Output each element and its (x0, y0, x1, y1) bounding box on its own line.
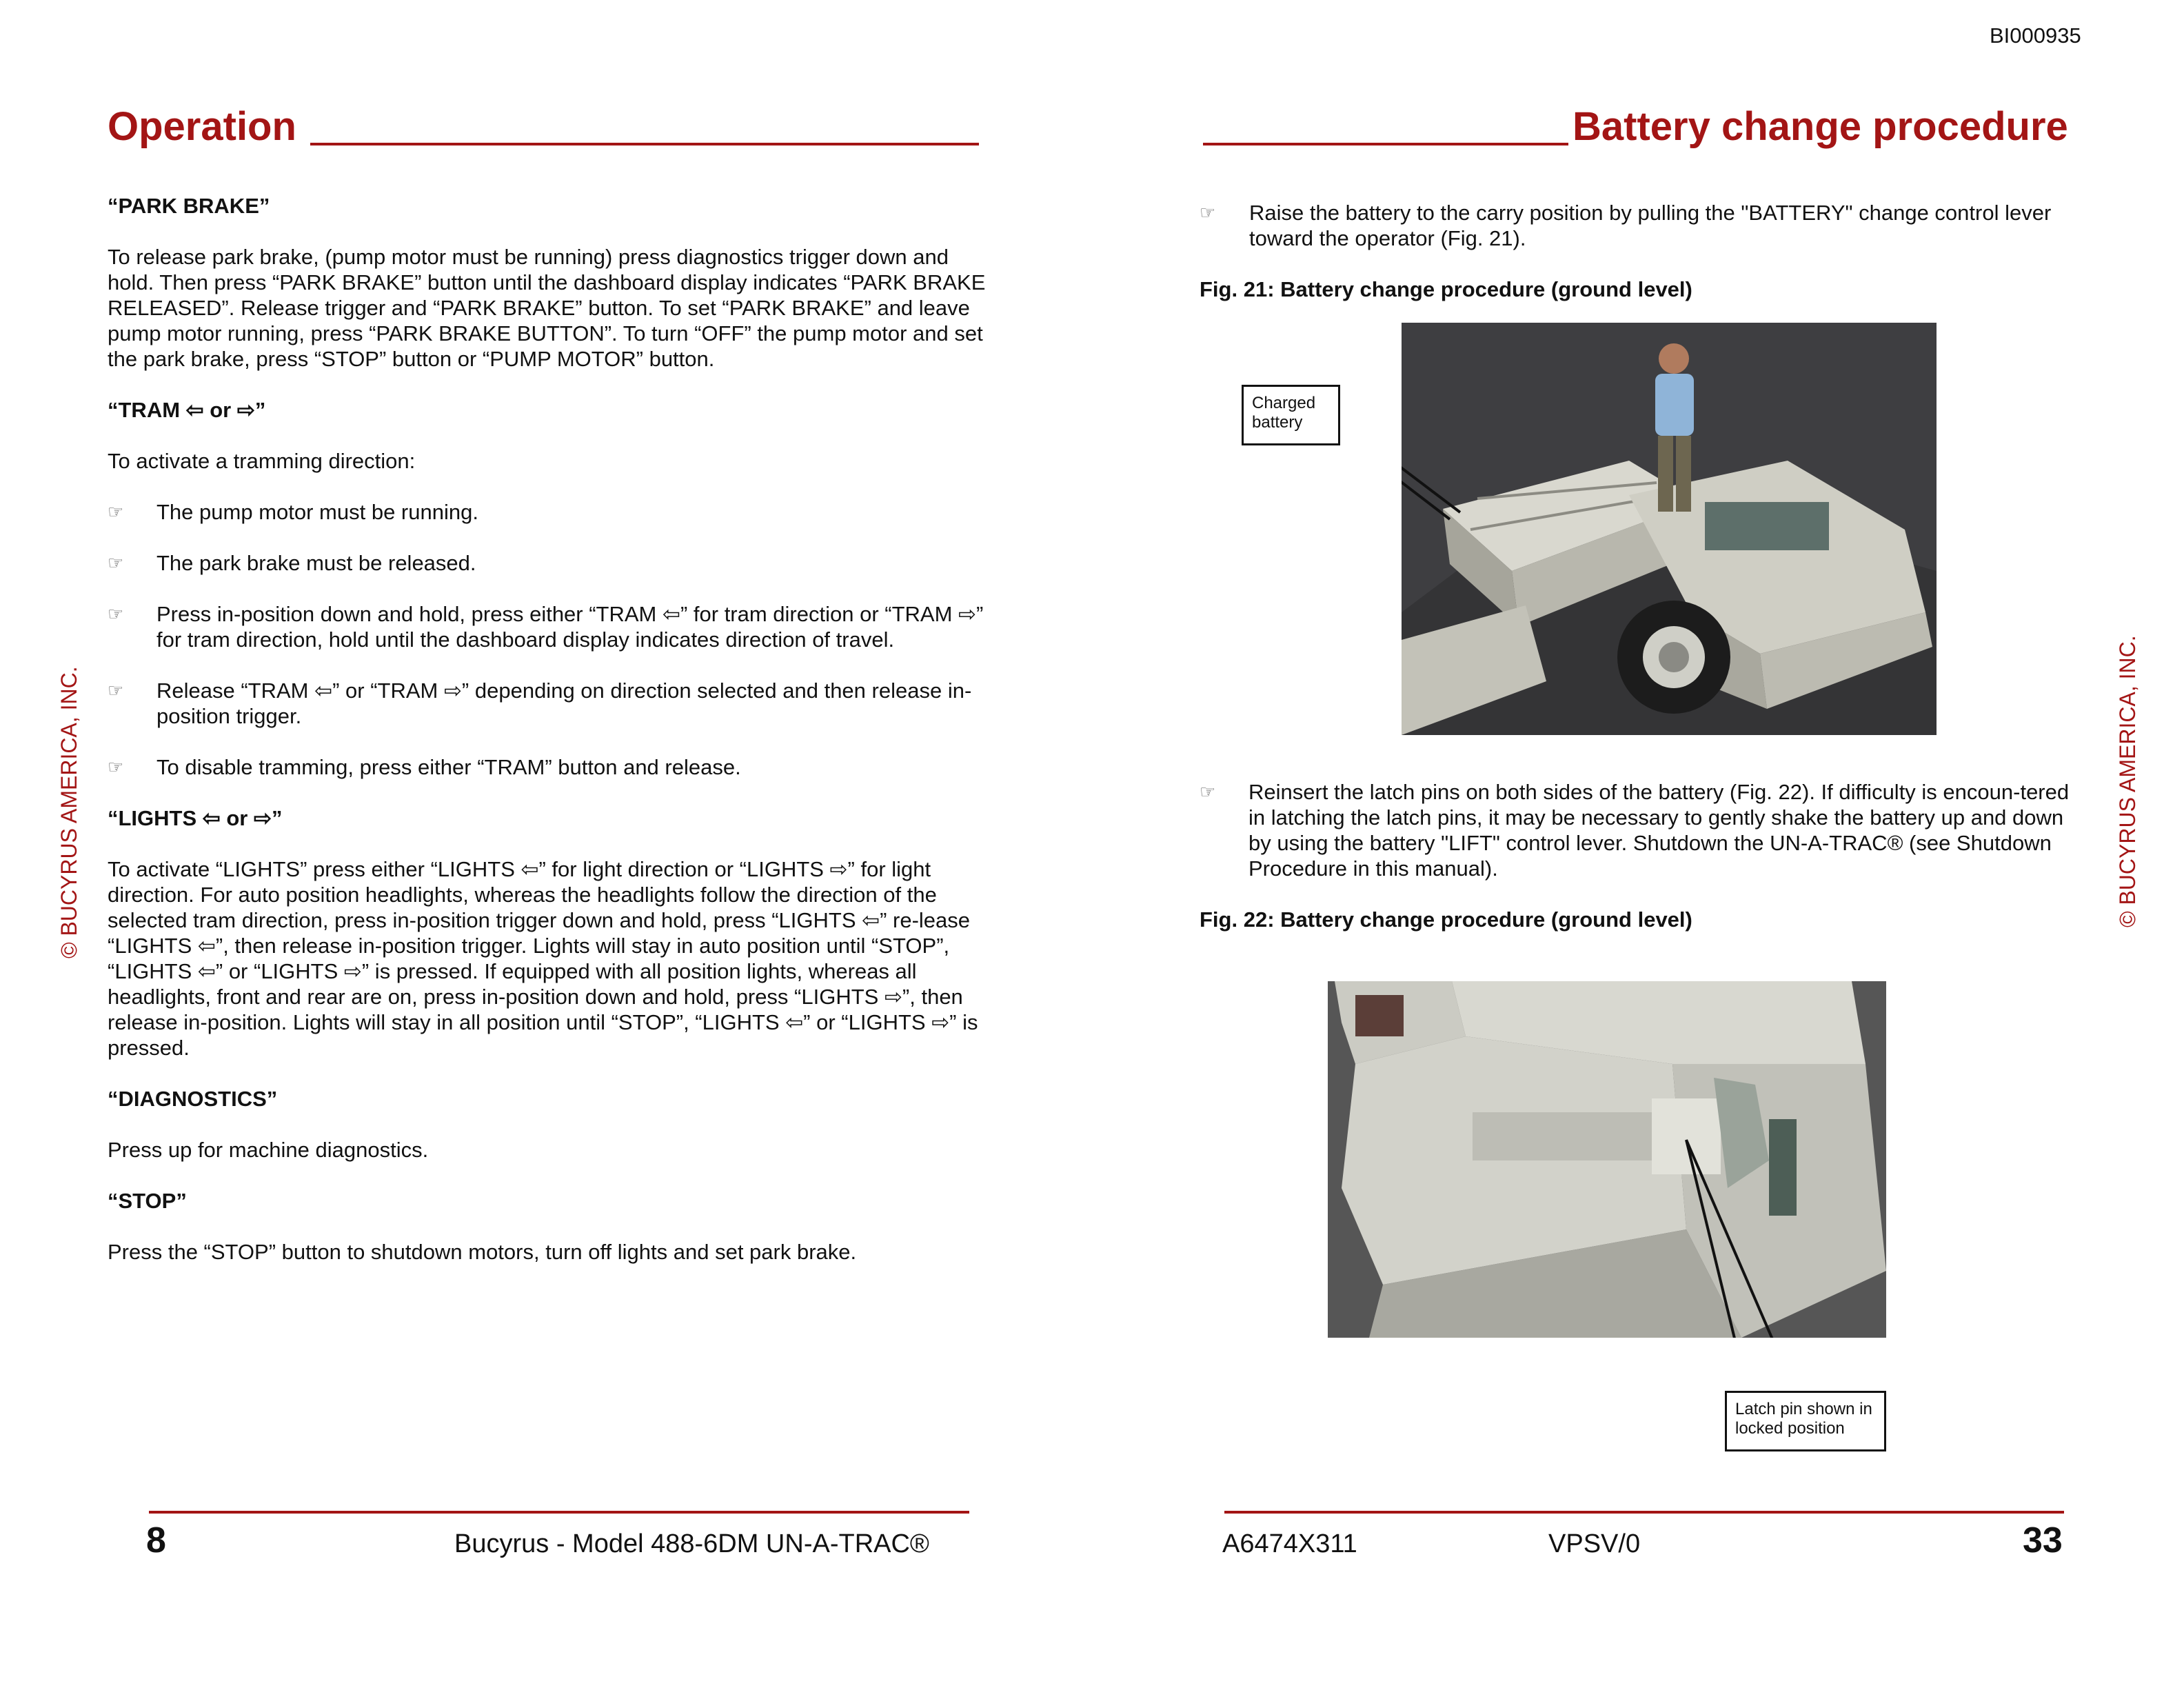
latch-pin-illustration (1328, 981, 1886, 1338)
pointing-hand-icon: ☞ (108, 756, 124, 777)
battery-machine-illustration (1402, 323, 1937, 735)
list-item: ☞ Raise the battery to the carry position by pulling the "BATTERY" change control lever toward the operator (Fig. 21). (1200, 201, 2052, 250)
pointing-hand-icon: ☞ (108, 501, 124, 522)
page-title-operation: Operation (108, 103, 979, 150)
copyright-left: © BUCYRUS AMERICA, INC. (57, 666, 81, 958)
pointing-hand-icon: ☞ (108, 680, 124, 701)
fig22-title: Fig. 22: Battery change procedure (ground level) (1200, 907, 1692, 932)
fig21-title: Fig. 21: Battery change procedure (ground level) (1200, 277, 1692, 301)
left-footer-model: Bucyrus - Model 488-6DM UN-A-TRAC® (454, 1529, 929, 1558)
page-title-battery-change: Battery change procedure (1203, 103, 2068, 150)
lights-text: To activate “LIGHTS” press either “LIGHTS ⇦” for light direction or “LIGHTS ⇨” for light direction. For auto position headlights, whereas the headlights follow the direction of the selected tram direction, press in-position trigger down and hold, press “LIGHTS ⇦” re-lease “LIGHTS ⇦”, then release in-position trigger. Lights will stay in auto position until “STOP”, “LIGHTS ⇦” or “LIGHTS ⇨” is pressed. If equipped with all position lights, whereas all headlights, front and rear are on, press in-position down and hold, press “LIGHTS ⇨”, then release in-position. Lights will stay in all position until “STOP”, “LIGHTS ⇦” or “LIGHTS ⇨” is pressed. (108, 857, 978, 1060)
list-item: ☞ The pump motor must be running. (108, 500, 478, 524)
pointing-hand-icon: ☞ (108, 552, 124, 573)
latch-pin-callout: Latch pin shown in locked position (1725, 1391, 1886, 1451)
tram-heading: “TRAM ⇦ or ⇨” (108, 398, 266, 422)
pointing-hand-icon: ☞ (1200, 202, 1216, 223)
footer-rule-left (149, 1511, 969, 1514)
list-item: ☞ Reinsert the latch pins on both sides of the battery (Fig. 22). If difficulty is encoun-tered in latching the latch pins, it may be necessary to gently shake the battery up and down by using the battery "LIFT" control lever. Shutdown the UN-A-TRAC® (see Shutdown Procedure in this manual). (1200, 780, 2070, 881)
right-page-content (1200, 200, 2082, 328)
fig22-photo (1328, 981, 1886, 1338)
pointing-hand-icon: ☞ (108, 603, 124, 624)
list-item: ☞ Press in-position down and hold, press either “TRAM ⇦” for tram direction or “TRAM ⇨” for tram direction, hold until the dashboard display indicates direction of travel. (108, 602, 984, 652)
copyright-right: © BUCYRUS AMERICA, INC. (2115, 635, 2140, 927)
left-page-number: 8 (146, 1520, 166, 1560)
footer-rule-right (1224, 1511, 2064, 1514)
stop-heading: “STOP” (108, 1189, 187, 1213)
park-brake-text: To release park brake, (pump motor must be running) press diagnostics trigger down and hold. Then press “PARK BRAKE” button until the dashboard display indicates “PARK BRAKE RELEASED”. Release trigger and “PARK BRAKE” button. To set “PARK BRAKE” and leave pump motor running, press “PARK BRAKE BUTTON”. To turn “OFF” the pump motor and set the park brake, press “STOP” button or “PUMP MOTOR” button. (108, 245, 986, 371)
list-item: ☞ The park brake must be released. (108, 551, 476, 575)
fig21-photo (1402, 323, 1937, 735)
right-page-number: 33 (2023, 1520, 2063, 1560)
tram-intro: To activate a tramming direction: (108, 449, 416, 473)
document-id: BI000935 (1990, 23, 2081, 48)
pointing-hand-icon: ☞ (1200, 781, 1216, 802)
diagnostics-heading: “DIAGNOSTICS” (108, 1087, 278, 1111)
left-page-content (108, 193, 990, 1290)
diagnostics-text: Press up for machine diagnostics. (108, 1138, 429, 1162)
list-item: ☞ Release “TRAM ⇦” or “TRAM ⇨” depending on direction selected and then release in-position trigger. (108, 679, 972, 728)
park-brake-heading: “PARK BRAKE” (108, 194, 270, 218)
charged-battery-callout: Charged battery (1242, 385, 1340, 445)
right-footer-part-number: A6474X311 (1222, 1529, 1357, 1558)
list-item: ☞ To disable tramming, press either “TRAM” button and release. (108, 755, 741, 779)
stop-text: Press the “STOP” button to shutdown motors, turn off lights and set park brake. (108, 1240, 857, 1264)
right-footer-revision: VPSV/0 (1548, 1529, 1641, 1558)
lights-heading: “LIGHTS ⇦ or ⇨” (108, 806, 283, 830)
right-page-content-2 (1200, 779, 2082, 958)
